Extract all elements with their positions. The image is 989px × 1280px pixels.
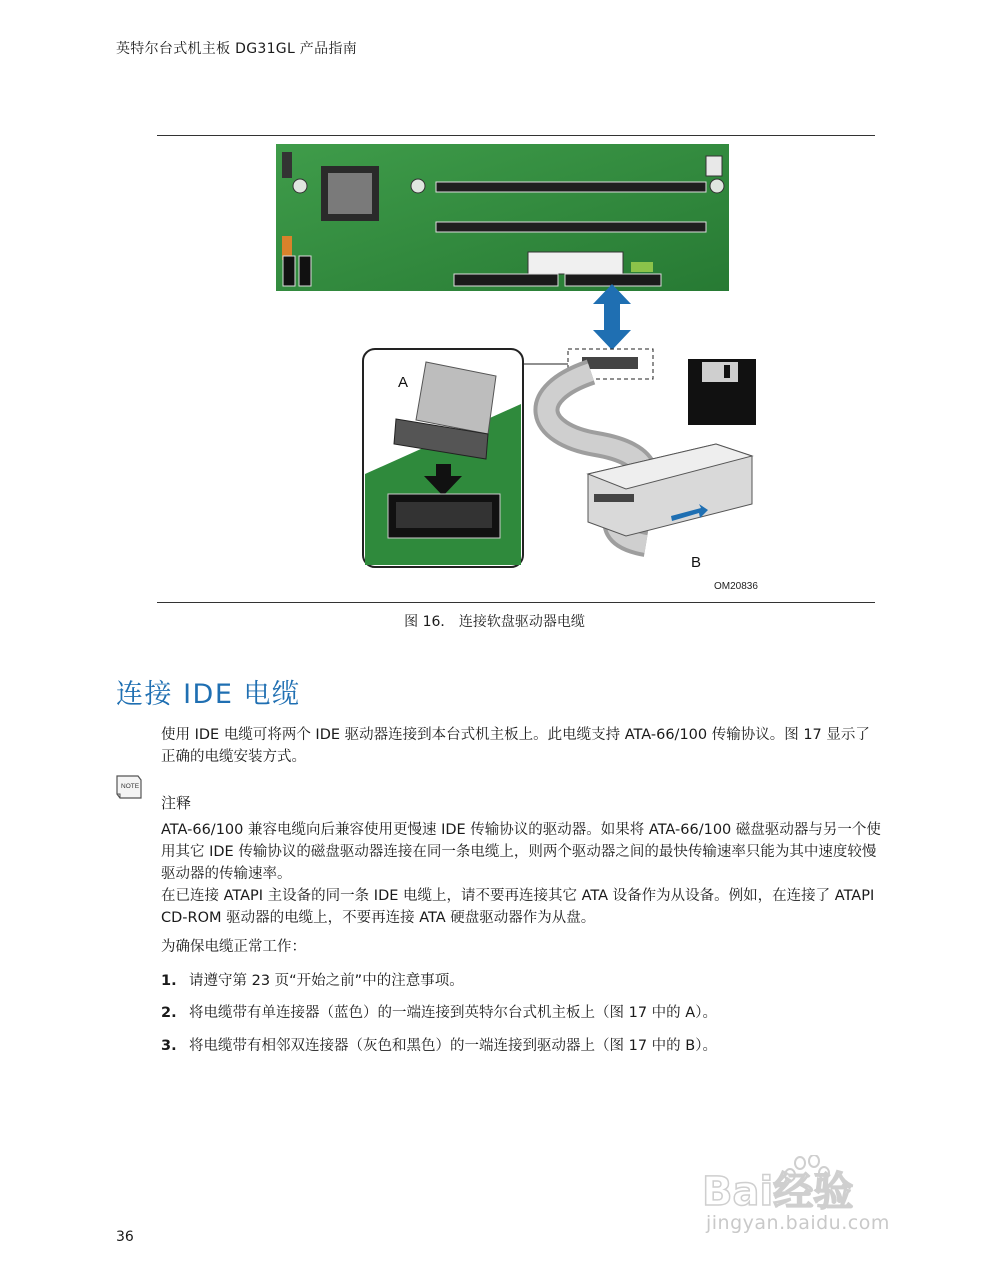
- svg-text:Bai经验: Bai经验: [702, 1169, 854, 1213]
- note-icon: [114, 772, 144, 802]
- sata-port: [299, 256, 311, 286]
- step-text: 请遵守第 23 页“开始之前”中的注意事项。: [189, 973, 464, 989]
- header-title: 英特尔台式机主板 DG31GL 产品指南: [116, 41, 357, 57]
- mount-hole: [710, 179, 724, 193]
- header-pins: [282, 152, 292, 178]
- steps-intro: 为确保电缆正常工作：: [161, 939, 306, 955]
- sata-port: [283, 256, 295, 286]
- floppy-disk-icon: [688, 359, 756, 425]
- note-paragraph-1: ATA-66/100 兼容电缆向后兼容使用更慢速 IDE 传输协议的驱动器。如果将 ATA-66/100 磁盘驱动器与另一个使用其它 IDE 传输协议的磁盘驱动器连接在同一条电缆上，则两个驱动器之间的最快传输速率只能为其中速度较慢驱动器的传输速率。: [161, 822, 881, 882]
- dimm-slot: [436, 222, 706, 232]
- list-item: [161, 1002, 881, 1024]
- step-number: 1.: [161, 973, 177, 989]
- note-paragraph-2: 在已连接 ATAPI 主设备的同一条 IDE 电缆上，请不要再连接其它 ATA 设备作为从设备。例如，在连接了 ATAPI CD-ROM 驱动器的电缆上，不要再连接 ATA 硬盘驱动器作为从盘。: [161, 888, 875, 926]
- step-text: 将电缆带有单连接器（蓝色）的一端连接到英特尔台式机主板上（图 17 中的 A）。: [189, 1005, 717, 1021]
- double-arrow-icon: [593, 284, 631, 350]
- svg-text:NOTE: NOTE: [121, 783, 140, 790]
- note-label: 注释: [161, 794, 192, 812]
- intro-paragraph: 使用 IDE 电缆可将两个 IDE 驱动器连接到本台式机主板上。此电缆支持 ATA-66/100 传输协议。图 17 显示了正确的电缆安装方式。: [161, 727, 870, 765]
- list-item: [161, 1035, 881, 1057]
- dimm-slot: [436, 182, 706, 192]
- fan-header: [706, 156, 722, 176]
- watermark-url: jingyan.baidu.com: [706, 1212, 890, 1234]
- section-title: 连接 IDE 电缆: [116, 679, 301, 710]
- step-text: 将电缆带有相邻双连接器（灰色和黑色）的一端连接到驱动器上（图 17 中的 B）。: [189, 1038, 717, 1054]
- figure-illustration: [276, 144, 761, 596]
- callout-a: A: [398, 374, 409, 391]
- list-item: [161, 970, 881, 992]
- figure-caption: 图 16． 连接软盘驱动器电缆: [404, 614, 585, 630]
- figure-code: OM20836: [714, 581, 758, 592]
- ide-header: [454, 274, 558, 286]
- figure-bottom-rule: [157, 602, 875, 603]
- mount-hole: [293, 179, 307, 193]
- header-pins: [631, 262, 653, 272]
- page-number: 36: [116, 1229, 134, 1245]
- callout-b: B: [691, 554, 702, 571]
- floppy-header: [565, 274, 661, 286]
- atx-power-connector: [528, 252, 623, 274]
- baidu-watermark-logo: [700, 1155, 935, 1213]
- step-number: 3.: [161, 1038, 177, 1054]
- mount-hole: [411, 179, 425, 193]
- step-number: 2.: [161, 1005, 177, 1021]
- figure-top-rule: [157, 135, 875, 136]
